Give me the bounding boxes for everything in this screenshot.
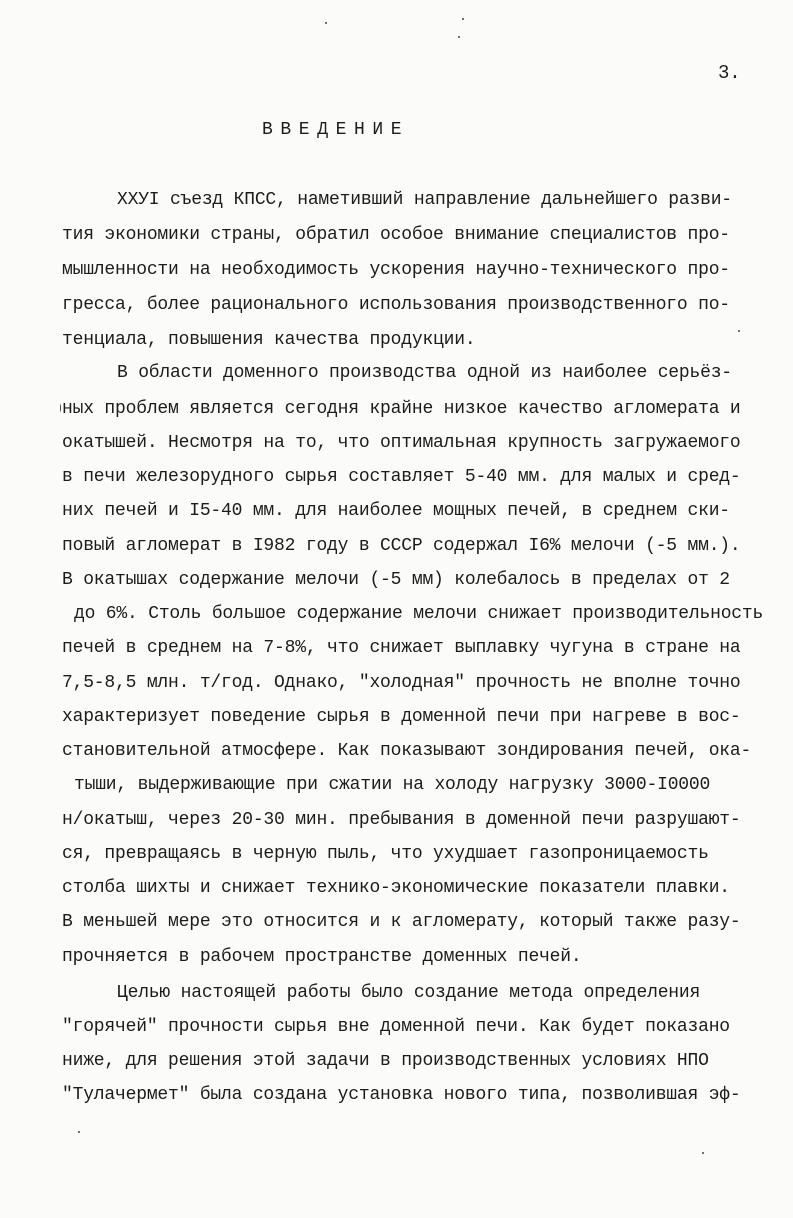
text-line: столба шихты и снижает технико-экономические показатели плавки. xyxy=(62,878,730,898)
text-line: тенциала, повышения качества продукции. xyxy=(62,330,476,350)
text-line: В окатышах содержание мелочи (-5 мм) колебалось в пределах от 2 xyxy=(62,570,730,590)
text-line: гресса, более рационального использования производственного по- xyxy=(62,295,730,315)
text-line: ся, превращаясь в черную пыль, что ухудшает газопроницаемость xyxy=(62,844,709,864)
text-line: повый агломерат в I982 году в СССР содержал I6% мелочи (-5 мм.). xyxy=(62,536,741,556)
text-line: ниже, для решения этой задачи в производственных условиях НПО xyxy=(62,1051,709,1071)
scan-speck xyxy=(60,404,61,412)
text-line: В меньшей мере это относится и к агломерату, который также разу- xyxy=(62,912,741,932)
scan-speck xyxy=(325,22,327,24)
text-line: тия экономики страны, обратил особое внимание специалистов про- xyxy=(62,225,730,245)
text-line: характеризует поведение сырья в доменной печи при нагреве в вос- xyxy=(62,707,741,727)
text-line: становительной атмосфере. Как показывают зондирования печей, ока- xyxy=(62,741,752,761)
text-line: печей в среднем на 7-8%, что снижает выплавку чугуна в стране на xyxy=(62,638,741,658)
text-line: до 6%. Столь большое содержание мелочи снижает производительность xyxy=(74,604,764,624)
page-number: 3. xyxy=(718,62,741,84)
text-line: н/окатыш, через 20-30 мин. пребывания в доменной печи разрушают- xyxy=(62,810,741,830)
scan-speck xyxy=(702,1152,704,1154)
text-line: в печи железорудного сырья составляет 5-40 мм. для малых и сред- xyxy=(62,467,741,487)
text-line: "горячей" прочности сырья вне доменной печи. Как будет показано xyxy=(62,1017,730,1037)
text-line: ных проблем является сегодня крайне низкое качество агломерата и xyxy=(62,399,741,419)
text-line: мышленности на необходимость ускорения научно-технического про- xyxy=(62,260,730,280)
text-line: них печей и I5-40 мм. для наиболее мощных печей, в среднем ски- xyxy=(62,501,730,521)
text-line: В области доменного производства одной из наиболее серьёз- xyxy=(117,363,732,383)
text-line: "Тулачермет" была создана установка нового типа, позволившая эф- xyxy=(62,1085,741,1105)
scan-speck xyxy=(458,36,460,38)
section-heading: ВВЕДЕНИЕ xyxy=(262,120,410,140)
scan-speck xyxy=(738,330,740,332)
text-line: Целью настоящей работы было создание метода определения xyxy=(117,983,701,1003)
scan-speck xyxy=(462,18,464,20)
scan-speck xyxy=(78,1131,80,1133)
text-line: 7,5-8,5 млн. т/год. Однако, "холодная" прочность не вполне точно xyxy=(62,673,741,693)
text-line: окатышей. Несмотря на то, что оптимальная крупность загружаемого xyxy=(62,433,741,453)
text-line: ХХУI съезд КПСС, наметивший направление дальнейшего разви- xyxy=(117,190,732,210)
text-line: тыши, выдерживающие при сжатии на холоду нагрузку 3000-I0000 xyxy=(74,775,711,795)
text-line: прочняется в рабочем пространстве доменных печей. xyxy=(62,947,582,967)
